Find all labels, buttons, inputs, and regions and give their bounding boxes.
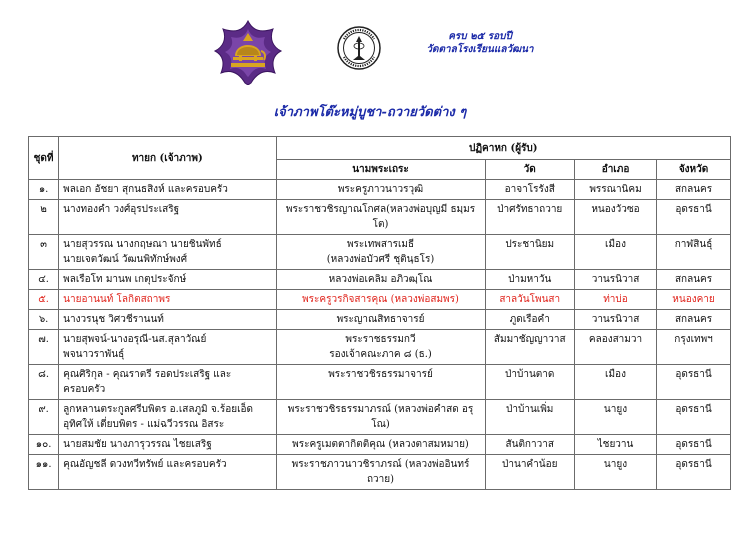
cell-temple [485,400,574,435]
cell-donor [59,180,276,200]
cell-district-text: พรรณานิคม [589,184,642,195]
cell-monk-text: พระเทพสารเมธี [346,239,415,250]
cell-monk-text: พระครูภาวนาวรวุฒิ [337,184,424,195]
table-row [29,235,731,270]
cell-province [657,290,731,310]
cell-donor-text: นายสุวรรณ นางกฤษณา นายชินพัทธ์ [63,239,222,250]
cell-monk [276,310,485,330]
cell-set-no-text: ๑. [38,184,49,195]
document-title: เจ้าภาพโต๊ะหมู่บูชา-ถวายวัดต่าง ๆ [273,105,467,120]
cell-monk [276,270,485,290]
cell-set-no-text: ๑๐. [35,439,52,450]
cell-temple [485,270,574,290]
cell-set-no-text: ๗. [38,334,49,345]
header-province: จังหวัด [657,160,731,180]
cell-set-no [29,235,59,270]
cell-monk-text: พระราชธรรมกวี [345,334,416,345]
cell-donor [59,270,276,290]
cell-temple-text: ป่านาคำน้อย [502,459,558,470]
cell-district [574,180,656,200]
cell-district [574,270,656,290]
cell-temple-text: สัมมาชัญญาวาส [493,334,566,345]
cell-set-no-text: ๓ [40,239,47,250]
cell-donor [59,400,276,435]
cell-temple-text: ภูดเรือคำ [509,314,550,325]
cell-district [574,435,656,455]
cell-temple [485,455,574,490]
table-row [29,435,731,455]
cell-set-no-text: ๖. [38,314,49,325]
cell-temple [485,365,574,400]
cell-donor-text: คุณอัญชลี ดวงทวีทรัพย์ และครอบครัว [63,459,227,470]
cell-set-no-text: ๔. [38,274,49,285]
cell-temple [485,330,574,365]
cell-monk [276,180,485,200]
cell-district-text: วานรนิวาส [591,274,640,285]
table-row [29,270,731,290]
cell-donor [59,330,276,365]
cell-district-text: คลองสามวา [588,334,643,345]
cell-set-no-text: ๙. [38,404,49,415]
cell-monk-text: พระครูเมตตากิตติคุณ (หลวงตาสมหมาย) [292,439,469,450]
cell-temple-text: อาจาโรรังสี [504,184,555,195]
cell-district-text: เมือง [605,369,626,380]
cell-temple [485,310,574,330]
cell-donor-text: อุทิศให้ เตี่ยบพิตร - แม่ฉวีวรรณ อิสระ [63,419,225,430]
cell-monk-text: หลวงพ่อเคลิม อภิวฒฺโณ [328,274,433,285]
cell-donor-text: ลูกหลานตระกูลศรีบพิตร อ.เสลภูมิ จ.ร้อยเอ็ด [63,404,254,415]
cell-donor-text: นายเจตวัฒน์ วัฒนพิทักษ์พงศ์ [63,254,188,265]
cell-district [574,330,656,365]
cell-district [574,455,656,490]
anniversary-caption [420,30,540,56]
cell-province-text: อุดรธานี [675,369,712,380]
cell-donor [59,235,276,270]
cell-temple-text: ป่าบ้านเพิ่ม [506,404,554,415]
cell-donor [59,290,276,310]
cell-donor-text: นางทองคำ วงศ์อุรประเสริฐ [63,204,180,215]
cell-set-no [29,180,59,200]
cell-monk-text: พระราชวชิรญาณโกศล(หลวงพ่อบุญมี ธมฺมรโต) [285,204,476,230]
cell-temple [485,235,574,270]
cell-province-text: สกลนคร [674,274,713,285]
cell-district-text: หนองวัวซอ [591,204,640,215]
cell-set-no [29,455,59,490]
cell-province-text: อุดรธานี [675,459,712,470]
cell-donor [59,200,276,235]
table-body [29,180,731,490]
cell-donor-text: นายสุพจน์-นางอรุณี-นส.สุลาวัณย์ [63,334,207,345]
cell-district [574,290,656,310]
cell-donor [59,365,276,400]
cell-province-text: กาฬสินธุ์ [674,239,713,250]
cell-monk [276,235,485,270]
cell-set-no-text: ๘. [38,369,50,380]
cell-province [657,400,731,435]
cell-set-no [29,290,59,310]
cell-temple-text: ป่ามหาวัน [508,274,552,285]
cell-district-text: เมือง [605,239,626,250]
cell-set-no [29,310,59,330]
cell-province-text: กรุงเทพฯ [674,334,713,345]
cell-set-no [29,365,59,400]
cell-district [574,235,656,270]
cell-district [574,365,656,400]
cell-province-text: สกลนคร [674,314,713,325]
anniversary-line-1: ครบ ๒๕ รอบปี [448,31,512,42]
header-donor: ทายก (เจ้าภาพ) [59,137,276,180]
cell-province-text: อุดรธานี [675,204,712,215]
cell-temple-text: ป่าบ้านตาด [505,369,555,380]
cell-donor-text: นายสมชัย นางภารุวรรณ ไชยเสริฐ [63,439,212,450]
cell-monk [276,290,485,310]
table-row [29,330,731,365]
cell-province [657,365,731,400]
cell-donor-text: นางวรนุช วิศวชีรานนท์ [63,314,164,325]
cell-province-text: อุดรธานี [675,404,712,415]
header-monk: นามพระเถระ [276,160,485,180]
cell-district [574,400,656,435]
cell-donor [59,435,276,455]
cell-province [657,235,731,270]
cell-monk-text: พระญาณสิทธาจารย์ [336,314,425,325]
cell-district-text: นายูง [603,459,628,470]
header-district: อำเภอ [574,160,656,180]
table-row [29,365,731,400]
cell-temple-text: ป่าศรัทธาถวาย [497,204,563,215]
cell-temple-text: ประชานิยม [505,239,555,250]
cell-set-no [29,200,59,235]
cell-province [657,330,731,365]
cell-monk [276,365,485,400]
table-row [29,200,731,235]
table-row [29,400,731,435]
cell-donor-text: พจนาวราพันธุ์ [63,349,125,360]
cell-province [657,270,731,290]
cell-monk-text: พระครูวรกิจสารคุณ (หลวงพ่อสมพร) [302,294,459,305]
cell-province [657,180,731,200]
cell-donor [59,310,276,330]
cell-set-no-text: ๑๑. [35,459,52,470]
table-row [29,310,731,330]
header-temple: วัด [485,160,574,180]
cell-province [657,455,731,490]
cell-temple [485,290,574,310]
cell-monk [276,435,485,455]
header-recipient-group: ปฏิคาหก (ผู้รับ) [276,137,731,160]
cell-province-text: หนองคาย [672,294,715,305]
cell-donor-text: พลเอก อัชยา สุกนธสิงห์ และครอบครัว [63,184,228,195]
cell-temple [485,435,574,455]
cell-monk-text: พระราชภาวนาวชิราภรณ์ (หลวงพ่ออินทร์ถวาย) [291,459,470,485]
cell-set-no-text: ๒ [40,204,47,215]
cell-province [657,200,731,235]
cell-province-text: สกลนคร [674,184,713,195]
cell-temple-text: สาลวันโพนสา [499,294,561,305]
cell-temple [485,200,574,235]
donor-table [28,136,731,490]
cell-district-text: นายูง [603,404,628,415]
cell-district [574,200,656,235]
cell-province-text: อุดรธานี [675,439,712,450]
cell-donor-text: ครอบครัว [63,384,106,395]
temple-emblem-logo [213,19,283,85]
cell-province [657,310,731,330]
anniversary-line-2: วัดตาลโรงเรียนแลวัฒนา [426,44,534,55]
cell-monk-text: (หลวงพ่อบัวศรี ชุตินฺธโร) [326,254,435,265]
cell-set-no [29,435,59,455]
table-row [29,290,731,310]
cell-donor-text: คุณศิริกุล - คุณราตรี รอดประเสริฐ และ [63,369,232,380]
cell-temple-text: สันติกาวาส [505,439,554,450]
cell-donor-text: นายอานนท์ โลกิตสถาพร [63,294,171,305]
cell-district-text: วานรนิวาส [591,314,640,325]
cell-province [657,435,731,455]
table-row [29,455,731,490]
cell-monk [276,330,485,365]
cell-set-no [29,330,59,365]
table-row [29,180,731,200]
cell-temple [485,180,574,200]
cell-donor [59,455,276,490]
header-set-no: ชุดที่ [29,137,59,180]
letterhead [0,0,740,100]
cell-district [574,310,656,330]
cell-set-no-text: ๕. [38,294,49,305]
cell-monk [276,200,485,235]
cell-monk [276,400,485,435]
cell-district-text: ท่าบ่อ [603,294,628,305]
cell-set-no [29,400,59,435]
cell-monk-text: พระราชวชิรธรรมาจารย์ [328,369,433,380]
cell-district-text: ไชยวาน [597,439,634,450]
cell-monk-text: รองเจ้าคณะภาค ๘ (ธ.) [329,349,432,360]
cell-monk [276,455,485,490]
cell-set-no [29,270,59,290]
cell-donor-text: พลเรือโท มานพ เกตุประจักษ์ [63,274,187,285]
temple-seal-logo [336,25,382,71]
cell-monk-text: พระราชวชิรธรรมาภรณ์ (หลวงพ่อคำสด อรุโณ) [287,404,474,430]
